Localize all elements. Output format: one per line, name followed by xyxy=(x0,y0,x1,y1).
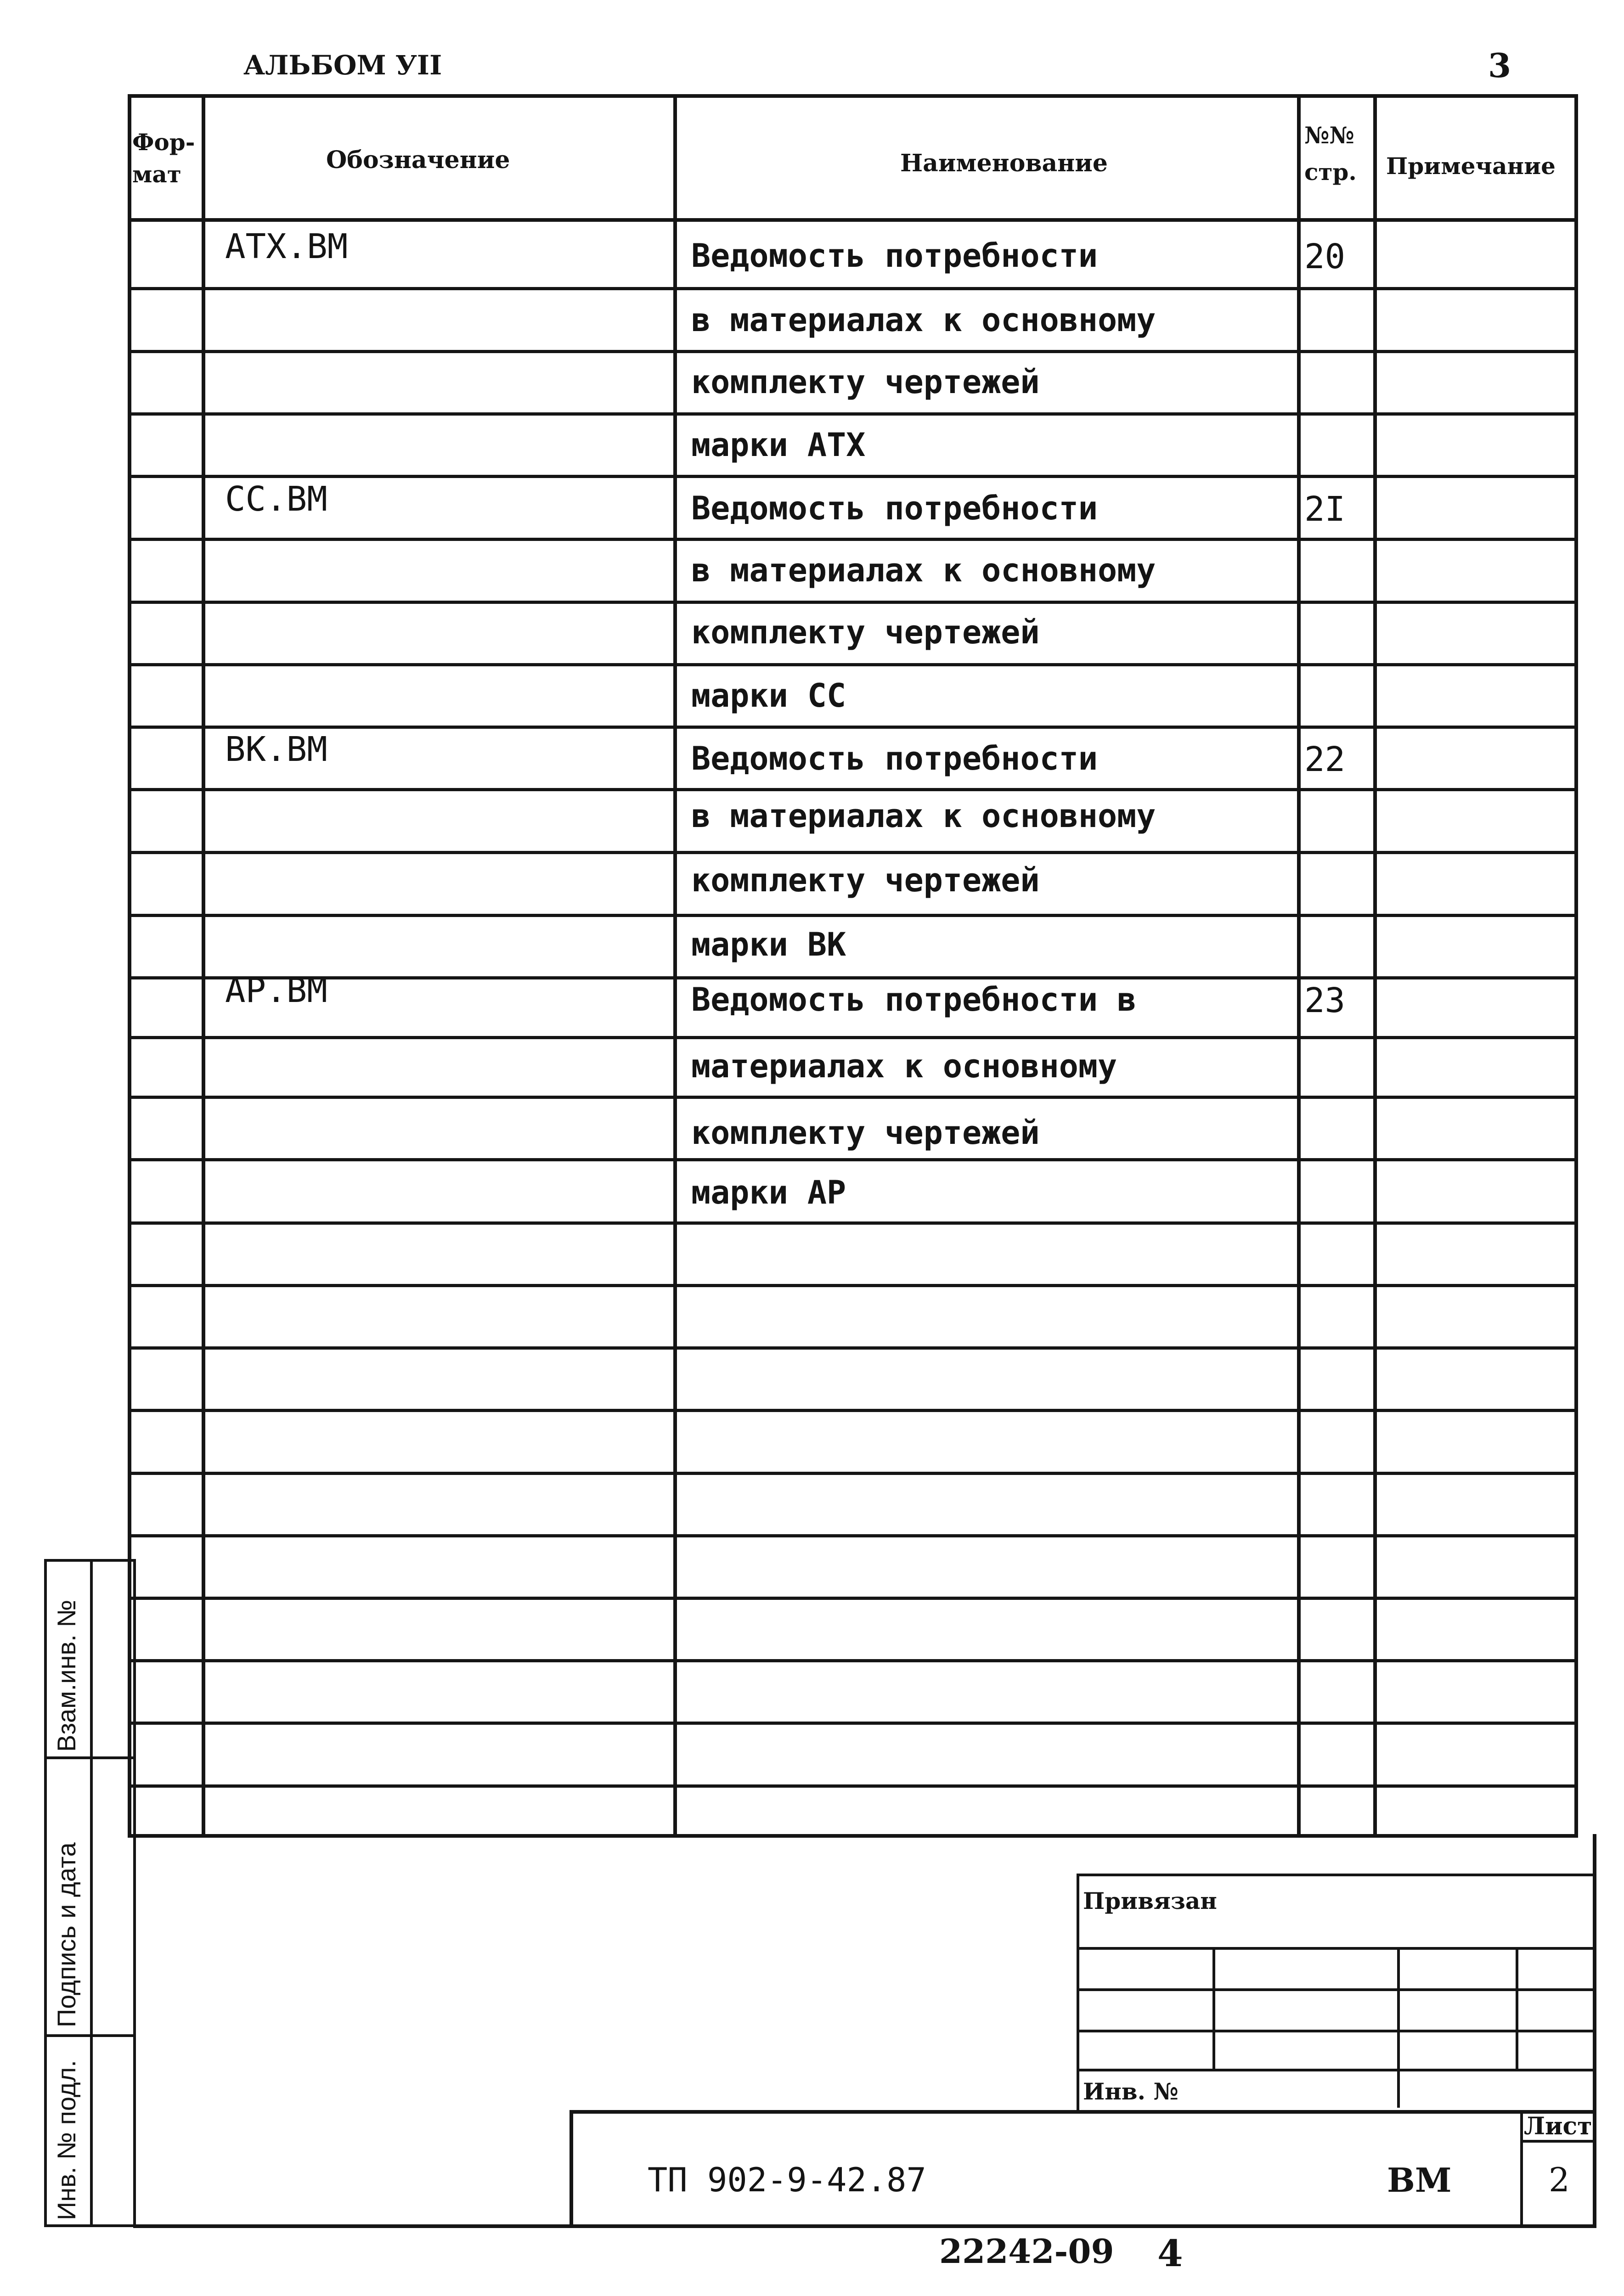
attached-label: Привязан xyxy=(1083,1887,1217,1914)
row-name: в материалах к основному xyxy=(691,797,1156,835)
row-name: Ведомость потребности в xyxy=(691,981,1137,1019)
row-page: 22 xyxy=(1304,740,1346,779)
row-designation: АР.ВМ xyxy=(225,971,327,1010)
row-name: в материалах к основному xyxy=(691,551,1156,589)
row-name: комплекту чертежей xyxy=(691,1114,1040,1152)
row-designation: СС.ВМ xyxy=(225,479,327,519)
header-designation: Обозначение xyxy=(326,146,510,174)
row-name: марки СС xyxy=(691,677,846,715)
footer-stamp: 22242-09 xyxy=(939,2232,1114,2271)
row-page: 2I xyxy=(1304,490,1346,529)
header-name: Наименование xyxy=(900,149,1108,177)
row-name: комплекту чертежей xyxy=(691,861,1040,899)
footer-copy: 4 xyxy=(1157,2232,1183,2275)
header-note: Примечание xyxy=(1386,152,1556,180)
row-name: комплекту чертежей xyxy=(691,363,1040,401)
inv-no-label: Инв. № xyxy=(1083,2078,1179,2105)
row-name: Ведомость потребности xyxy=(691,740,1098,777)
sheet-number: 2 xyxy=(1549,2161,1570,2199)
replaced-inv-label: Взам.инв. № xyxy=(52,1599,81,1752)
row-name: Ведомость потребности xyxy=(691,237,1098,275)
row-name: марки АТХ xyxy=(691,426,866,464)
row-page: 20 xyxy=(1304,237,1346,276)
row-designation: АТХ.ВМ xyxy=(225,227,348,266)
row-name: марки АР xyxy=(691,1174,846,1211)
row-name: комплекту чертежей xyxy=(691,613,1040,651)
page-number: 3 xyxy=(1488,46,1511,85)
album-title: АЛЬБОМ УII xyxy=(243,50,442,81)
header-format: Фор- мат xyxy=(132,129,195,188)
doc-mark: ВМ xyxy=(1387,2161,1452,2200)
inv-original-label: Инв. № подл. xyxy=(52,2060,81,2220)
row-page: 23 xyxy=(1304,981,1346,1020)
row-name: Ведомость потребности xyxy=(691,490,1098,527)
row-name: в материалах к основному xyxy=(691,301,1156,339)
row-name: марки ВК xyxy=(691,926,846,963)
doc-code: ТП 902-9-42.87 xyxy=(648,2161,926,2199)
header-page: №№ стр. xyxy=(1304,122,1357,186)
row-name: материалах к основному xyxy=(691,1047,1117,1085)
sheet-label: Лист xyxy=(1524,2112,1592,2140)
row-designation: ВК.ВМ xyxy=(225,730,327,769)
sign-date-label: Подпись и дата xyxy=(52,1842,81,2027)
